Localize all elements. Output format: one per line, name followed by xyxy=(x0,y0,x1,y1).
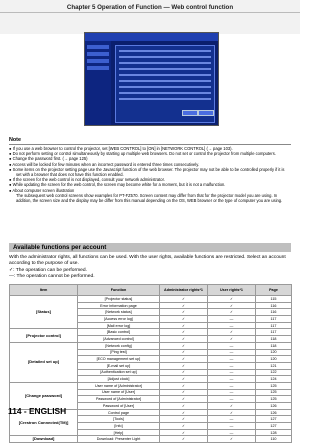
admin-cell: ✓ xyxy=(160,309,208,316)
note-item: ● Do not perform setting or control simultaneously by starting up multiple web browsers. Do not set or control the projector from multiple computers. xyxy=(9,151,276,157)
function-cell: Error information page xyxy=(78,302,160,309)
user-cell: — xyxy=(208,322,256,329)
user-cell: — xyxy=(208,396,256,403)
group-crestron-connected: [Crestron Connected(TM)] xyxy=(10,409,78,436)
function-cell: [ECO management set up] xyxy=(78,356,160,363)
note-heading: Note xyxy=(9,137,21,143)
note-item: ● Some items on the projector setting page use the Javascript function of the web browser. The projector may not be able to be controlled properly if it is set with a browser that does not have this function enabled. xyxy=(9,166,285,178)
page-cell: 128 xyxy=(256,429,292,436)
admin-cell: ✓ xyxy=(160,409,208,416)
page-cell: 117 xyxy=(256,316,292,323)
function-cell: [Mail error log] xyxy=(78,322,160,329)
intro-block xyxy=(9,255,291,281)
user-cell: ✓ xyxy=(208,336,256,343)
admin-cell: ✓ xyxy=(160,389,208,396)
group-detailed-set-up: [Detailed set up] xyxy=(10,342,78,382)
user-cell: — xyxy=(208,376,256,383)
page-cell: 118 xyxy=(256,342,292,349)
admin-cell: ✓ xyxy=(160,362,208,369)
user-cell: — xyxy=(208,416,256,423)
page-cell: 126 xyxy=(256,403,292,410)
page-cell: 118 xyxy=(256,336,292,343)
admin-cell: ✓ xyxy=(160,349,208,356)
col-header-page: Page xyxy=(256,285,292,296)
page-cell: 124 xyxy=(256,376,292,383)
page-cell: 122 xyxy=(256,369,292,376)
function-cell: Password of [User] xyxy=(78,403,160,410)
user-cell: — xyxy=(208,429,256,436)
function-cell: [Network config] xyxy=(78,342,160,349)
user-cell: ✓ xyxy=(208,302,256,309)
admin-cell: ✓ xyxy=(160,329,208,336)
user-cell: ✓ xyxy=(208,403,256,410)
admin-cell: ✓ xyxy=(160,296,208,303)
screenshot-title-bar xyxy=(85,33,218,41)
function-cell: [Advanced control] xyxy=(78,336,160,343)
notes-list xyxy=(9,146,291,203)
page-cell: 120 xyxy=(256,356,292,363)
admin-cell: ✓ xyxy=(160,429,208,436)
admin-cell: ✓ xyxy=(160,342,208,349)
col-header-function: Function xyxy=(78,285,160,296)
section-title: Available functions per account xyxy=(13,244,107,251)
admin-cell: ✓ xyxy=(160,396,208,403)
admin-cell: ✓ xyxy=(160,316,208,323)
page-cell: 121 xyxy=(256,362,292,369)
col-header-user: User rights*1 xyxy=(208,285,256,296)
admin-cell: ✓ xyxy=(160,416,208,423)
page-cell: 117 xyxy=(256,329,292,336)
page-cell: 127 xyxy=(256,416,292,423)
note-item: ● About computer screen illustration xyxy=(9,187,75,193)
table-row xyxy=(10,382,292,389)
group-status: [Status] xyxy=(10,296,78,329)
admin-cell: ✓ xyxy=(160,423,208,430)
note-item: ● Access will be locked for few minutes when an incorrect password is entered three times consecutively. xyxy=(9,161,200,167)
note-item: ● If you use a web browser to control the projector, set [WEB CONTROL] to [ON] in [NETWORK CONTROL] (→ page 103). xyxy=(9,146,233,151)
function-cell: [Ping test] xyxy=(78,349,160,356)
function-cell: [Network status] xyxy=(78,309,160,316)
user-cell: — xyxy=(208,382,256,389)
admin-cell: ✓ xyxy=(160,302,208,309)
col-header-item: Item xyxy=(10,285,78,296)
user-cell: ✓ xyxy=(208,296,256,303)
admin-cell: ✓ xyxy=(160,369,208,376)
web-control-screenshot xyxy=(84,32,219,126)
function-cell: Download: Presenter Light xyxy=(78,436,160,443)
group-download: [Download] xyxy=(10,436,78,443)
user-cell: — xyxy=(208,356,256,363)
table-row xyxy=(10,436,292,443)
functions-table xyxy=(9,284,292,443)
page-cell: 117 xyxy=(256,322,292,329)
note-item: ● While updating the screen for the web control, the screen may become white for a moment, but it is not a malfunction. xyxy=(9,182,226,188)
user-cell: — xyxy=(208,369,256,376)
function-cell: [Tools] xyxy=(78,416,160,423)
function-cell: Control page xyxy=(78,409,160,416)
page-cell: 116 xyxy=(256,309,292,316)
user-cell: — xyxy=(208,362,256,369)
function-cell: [E-mail set up] xyxy=(78,362,160,369)
user-cell: ✓ xyxy=(208,329,256,336)
admin-cell: ✓ xyxy=(160,356,208,363)
page-cell: 125 xyxy=(256,396,292,403)
legend-denied: —: The operation cannot be performed. xyxy=(9,274,95,280)
chapter-title: Chapter 5 Operation of Function — Web control function xyxy=(66,4,234,11)
admin-cell: ✓ xyxy=(160,336,208,343)
page-cell: 110 xyxy=(256,436,292,443)
page-cell: 115 xyxy=(256,296,292,303)
function-cell: [Projector status] xyxy=(78,296,160,303)
screenshot-sidebar xyxy=(85,41,111,125)
admin-cell: ✓ xyxy=(160,403,208,410)
admin-cell: ✓ xyxy=(160,376,208,383)
page-number: 114 - ENGLISH xyxy=(8,406,67,416)
user-cell: — xyxy=(208,316,256,323)
legend-allowed: ✓: The operation can be performed. xyxy=(9,267,87,273)
page-cell: 116 xyxy=(256,302,292,309)
user-cell: — xyxy=(208,342,256,349)
table-row xyxy=(10,342,292,349)
function-cell: [Basic control] xyxy=(78,329,160,336)
function-cell: [Access error log] xyxy=(78,316,160,323)
note-detail: The subsequent web control screens show examples for PT-FZ570. Screen content may differ from that for the projector model you are using. In addition, the screen size and the display may be differ from this manual depending on the OS, WEB browser or the type of computer you are using. xyxy=(16,192,283,204)
note-divider xyxy=(9,144,291,145)
note-item: ● Change the password first. (→ page 125) xyxy=(9,156,88,162)
function-cell: [Help] xyxy=(78,429,160,436)
function-cell: [Authentication set up] xyxy=(78,369,160,376)
group-projector-control: [Projector control] xyxy=(10,329,78,342)
function-cell: User name of [Administrator] xyxy=(78,382,160,389)
user-cell: ✓ xyxy=(208,409,256,416)
admin-cell: ✓ xyxy=(160,322,208,329)
header-divider xyxy=(0,12,300,13)
col-header-admin: Administrator rights*1 xyxy=(160,285,208,296)
page-cell: 127 xyxy=(256,423,292,430)
admin-cell: ✓ xyxy=(160,382,208,389)
function-cell: [Info] xyxy=(78,423,160,430)
page-cell: 125 xyxy=(256,389,292,396)
note-item: ● If the screen for the web control is not displayed, consult your network administrator. xyxy=(9,177,165,183)
user-cell: ✓ xyxy=(208,436,256,443)
intro-text: With the administrator rights, all functions can be used. With the user rights, available functions are restricted. Select an account according to the purpose of use. xyxy=(9,255,286,267)
user-cell: — xyxy=(208,389,256,396)
group-change-password: [Change password] xyxy=(10,382,78,409)
user-cell: — xyxy=(208,349,256,356)
table-row xyxy=(10,296,292,303)
page-cell: 120 xyxy=(256,349,292,356)
page-cell: 126 xyxy=(256,409,292,416)
user-cell: ✓ xyxy=(208,309,256,316)
function-cell: User name of [User] xyxy=(78,389,160,396)
screenshot-settings-panel xyxy=(115,45,215,123)
function-cell: [Adjust clock] xyxy=(78,376,160,383)
page-cell: 125 xyxy=(256,382,292,389)
table-row xyxy=(10,329,292,336)
table-header-row xyxy=(10,285,292,296)
admin-cell: ✓ xyxy=(160,436,208,443)
function-cell: Password of [Administrator] xyxy=(78,396,160,403)
user-cell: — xyxy=(208,423,256,430)
